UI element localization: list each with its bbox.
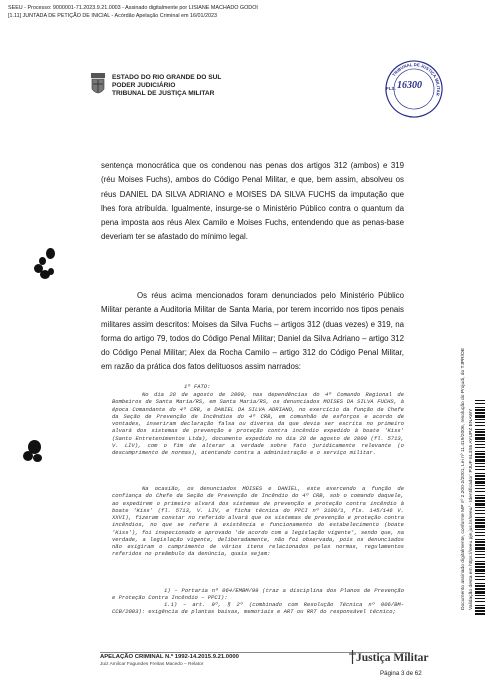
side-validation-note: Validação desta em https://seeu.pje.jus.br/seeu/ - Identificador: PJUF 6L3S6 AYUPZ ENAWY (469, 408, 474, 610)
institution-court: TRIBUNAL DE JUSTIÇA MILITAR (112, 90, 215, 98)
institution-state: ESTADO DO RIO GRANDE DO SUL (112, 74, 222, 81)
footer-case-number: APELAÇÃO CRIMINAL N.º 1992-14.2015.9.21.0000 (100, 654, 239, 660)
footer-judge: Juiz Amilcar Fagundes Freitas Macedo – Relator (100, 662, 204, 667)
stamp-fls-label: FLS. (386, 86, 396, 91)
coat-of-arms-icon (90, 72, 106, 98)
side-signature-note: Documento assinado digitalmente, conforme MP nº 2.200-2/2001, Lei nº 11.419/2006, resolução do Projudi, do TJPR/OE (461, 347, 466, 610)
ink-blot (46, 248, 55, 259)
paragraph-defendants: Os réus acima mencionados foram denunciados pelo Ministério Público Militar perante a Auditoria Militar de Santa Maria, por terem incorrido nos tipos penais militares assim descritos: Moises da Silva Fuchs – artigos 312 (duas vezes) e 319, na forma do artigo 79, todos do Código Penal Militar; Daniel da Silva Adriano – artigo 312 do Código Penal Militar; Alex da Rocha Camilo – artigo 312 do Código Penal Militar, em razão da prática dos fatos delituosos assim narrados: (101, 291, 404, 372)
ink-blot (23, 451, 33, 461)
fact-paragraph-2: Na ocasião, os denunciados MOISES e DANIEL, este exercendo a função de confiança do Chefe da Seção de Prevenção de Incêndio do 4º CRB, sob o comando daquele, ao expedirem o primeiro alvará dos sistemas de prevenção e proteção contra incêndio à boate 'Kiss' (fl. 5713, V. LIV, e ficha técnica do PPCI nº 3108/1, fls. 145/146 V. XXVI), fizeram constar no referido alvará que os sistemas de prevenção e proteção contra incêndios, no que se refere à existência e funcionamento do estabelecimento (boate 'Kiss'), foi inspecionado e aprovado 'de acordo com a legislação vigente', sendo que, na verdade, a legislação vigente, deliberadamente, não foi observada, pois os denunciados não exigiram o cumprimento de vários itens relacionados pelas normas, regulamentos referidos no preâmbulo da denúncia, quais sejam: (112, 485, 404, 558)
ink-blot (33, 454, 42, 462)
svg-text:TRIBUNAL DE JUSTIÇA MILITAR: TRIBUNAL DE JUSTIÇA MILITAR (391, 61, 442, 97)
page-number: Página 3 de 62 (380, 670, 422, 677)
justica-militar-logo: Justiça Militar (356, 652, 429, 664)
fact-heading: 1º FATO: (184, 383, 211, 390)
barcode (475, 400, 485, 615)
ink-blot (48, 268, 54, 275)
stamp-number: 16300 (397, 80, 422, 91)
paragraph-sentence-appeal: sentença monocrática que os condenou nas penas dos artigos 312 (ambos) e 319 (réu Moises Fuchs), ambos do Código Penal Militar, e que, bem assim, absolveu os réus DANIEL DA SILVA ADRIANO e MOISES DA SILVA FUCHS da imputação que lhes fora atribuída. Igualmente, insurge-se o Ministério Público contra o quantum da pena imposta aos réus Alex Camilo e Moises Fuchs, entendendo que as penas-base deveriam ter se afastado do mínimo legal. (101, 161, 404, 242)
fact-paragraph-1: No dia 28 de agosto de 2009, nas dependências do 4º Comando Regional de Bombeiros de Santa Maria/RS, em Santa Maria/RS, os denunciados MOISES DA SILVA FUCHS, à época Comandante do 4º CRB, e DANIEL DA SILVA ADRIANO, no exercício da função de Chefe da Seção de Prevenção de Incêndios do 4º CRB, em comunhão de esforços e acordo de vontades, inseriram declaração falsa ou diversa da que devia ser escrita no primeiro alvará dos sistemas de prevenção e proteção contra incêndio expedido à boate 'Kiss' (Santo Entretenimentos Ltda), documento expedido no dia 28 de agosto de 2009 (fl. 5713, V. LIV), com o fim de alterar a verdade sobre fato juridicamente relevante (o descumprimento de normas), atentando contra a administração e o serviço militar. (112, 391, 404, 456)
institution-block (112, 74, 221, 99)
fact-item-1-1: 1.1) – art. 9º, § 2º (combinado com Resolução Técnica nº 006/BM-CCB/2003): exigência de plantas baixas, memoriais e ART ou RRT do responsável técnico; (112, 601, 404, 616)
header-line-1: SEEU - Processo: 9000001-71.2023.9.21.0003 - Assinado digitalmente por LISIANE MACHADO GODOI (8, 5, 258, 11)
fact-item-1: 1) – Portaria nº 064/EMBM/99 (traz a disciplina dos Planos de Prevenção e Proteção Contra Incêndio – PPCI): (112, 587, 404, 602)
institution-power: PODER JUDICIÁRIO (112, 82, 176, 90)
header-line-2: [1.11] JUNTADA DE PETIÇÃO DE INICIAL - Acórdão Apelação Criminal em 16/01/2023 (8, 13, 218, 19)
